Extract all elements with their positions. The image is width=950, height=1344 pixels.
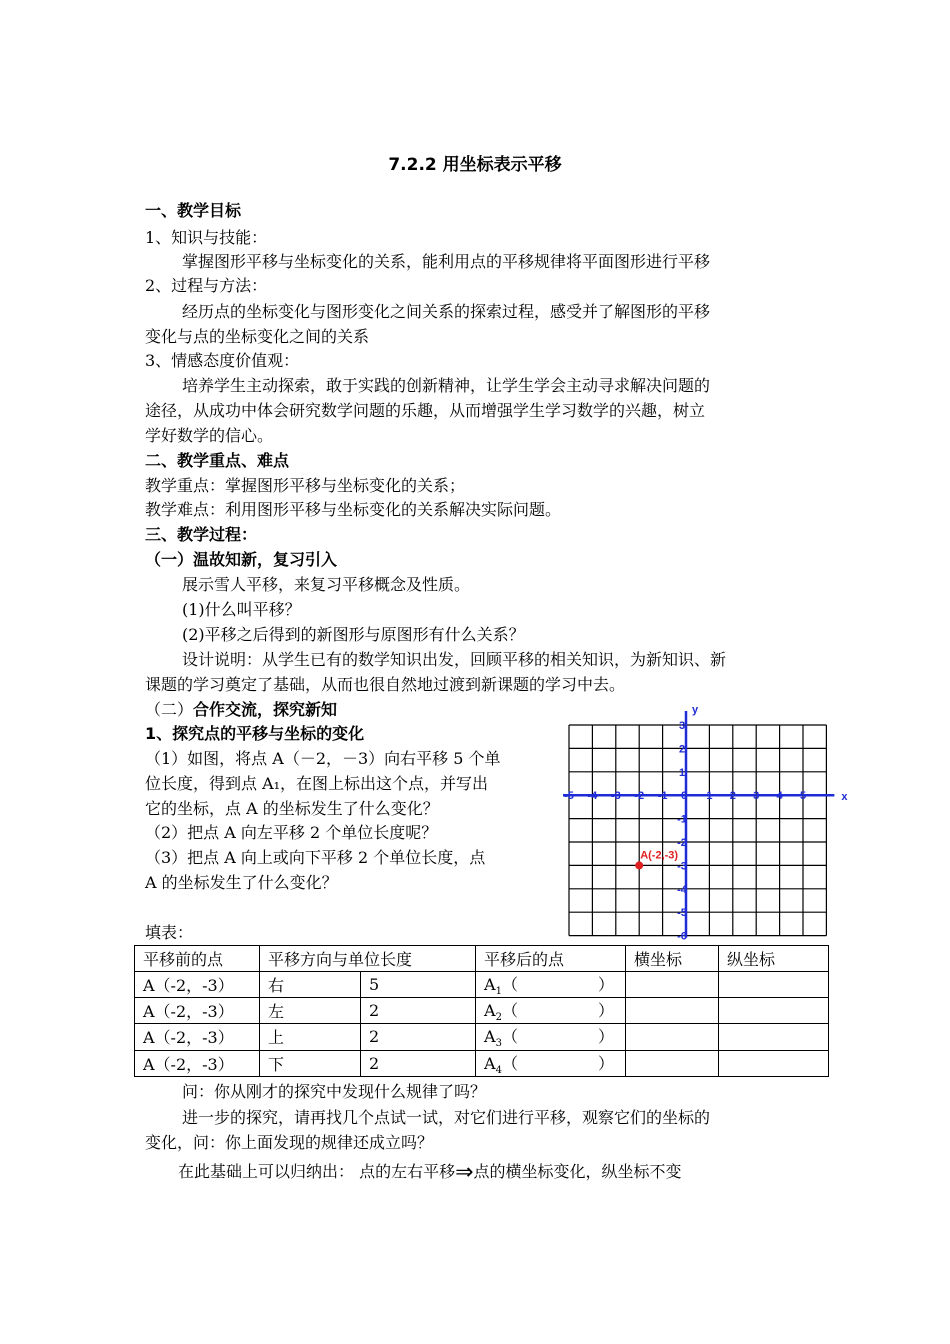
y-tick-label: -5 <box>677 907 687 920</box>
table-header: 横坐标 <box>626 946 719 972</box>
part-1-line: (1)什么叫平移？ <box>182 600 301 619</box>
y-tick-label: 2 <box>678 743 686 756</box>
part-1-line: 课题的学习奠定了基础，从而也很自然地过渡到新课题的学习中去。 <box>145 675 626 694</box>
section-2-heading: 二、教学重点、难点 <box>145 451 290 470</box>
cell-x-blank[interactable] <box>626 1050 719 1076</box>
page-title: 7.2.2 用坐标表示平移 <box>388 155 562 175</box>
translation-table <box>134 945 829 1077</box>
cell-length: 2 <box>361 1050 476 1076</box>
key-point: 教学重点：掌握图形平移与坐标变化的关系； <box>145 476 466 495</box>
question-line: （2）把点 A 向左平移 2 个单位长度呢？ <box>145 823 438 842</box>
item-1-label: 1、知识与技能： <box>145 228 268 247</box>
cell-after[interactable]: $A_2$（ ） <box>476 998 626 1024</box>
implies-arrow-icon: ⇒ <box>455 1160 474 1185</box>
y-tick-label: -1 <box>677 813 687 826</box>
conclusion-line <box>178 1160 682 1185</box>
cell-y-blank[interactable] <box>719 1024 829 1050</box>
question-line: 它的坐标，点 A 的坐标发生了什么变化？ <box>145 799 439 818</box>
y-tick-label: -6 <box>677 930 687 943</box>
x-tick-label: -3 <box>610 790 621 803</box>
x-tick-label: -2 <box>634 790 645 803</box>
table-row <box>135 1050 829 1076</box>
part-1-line: (2)平移之后得到的新图形与原图形有什么关系？ <box>182 625 525 644</box>
y-tick-label: 3 <box>678 720 686 732</box>
item-3-text: 培养学生主动探索，敢于实践的创新精神，让学生学会主动寻求解决问题的 <box>182 376 711 395</box>
cell-point: A（-2，-3） <box>135 1024 260 1050</box>
cell-direction: 下 <box>260 1050 361 1076</box>
section-1-heading: 一、教学目标 <box>145 201 242 220</box>
question-line: （1）如图，将点 A（－2，－3）向右平移 5 个单 <box>145 749 501 768</box>
x-tick-label: -5 <box>564 790 574 803</box>
table-header: 平移前的点 <box>135 946 260 972</box>
part-2-title: 合作交流，探究新知 <box>193 700 338 719</box>
table-header: 平移方向与单位长度 <box>260 946 476 972</box>
item-2-label: 2、过程与方法： <box>145 276 268 295</box>
part-1-heading: （一）温故知新，复习引入 <box>145 550 338 569</box>
cell-point: A（-2，-3） <box>135 972 260 998</box>
coordinate-grid <box>562 700 848 943</box>
y-tick-label: 1 <box>678 766 686 779</box>
table-header: 纵坐标 <box>719 946 829 972</box>
cell-x-blank[interactable] <box>626 998 719 1024</box>
x-tick-label: 5 <box>799 790 807 803</box>
cell-x-blank[interactable] <box>626 1024 719 1050</box>
table-row <box>135 972 829 998</box>
conclusion-text-b: 点的横坐标变化，纵坐标不变 <box>473 1162 682 1181</box>
y-tick-label: -4 <box>677 883 687 896</box>
cell-length: 2 <box>361 998 476 1024</box>
y-axis-label: y <box>691 704 699 716</box>
item-3-text-cont2: 学好数学的信心。 <box>145 426 274 445</box>
x-axis-label: x <box>841 791 848 804</box>
x-tick-label: 2 <box>729 790 736 803</box>
y-tick-label: -2 <box>677 837 687 849</box>
difficult-point: 教学难点：利用图形平移与坐标变化的关系解决实际问题。 <box>145 500 562 519</box>
item-1-text: 掌握图形平移与坐标变化的关系，能利用点的平移规律将平面图形进行平移 <box>182 252 711 271</box>
section-3-heading: 三、教学过程： <box>145 525 258 544</box>
fill-label: 填表： <box>145 923 194 942</box>
cell-after[interactable]: $A_4$（ ） <box>476 1050 626 1076</box>
cell-x-blank[interactable] <box>626 972 719 998</box>
cell-length: 2 <box>361 1024 476 1050</box>
cell-direction: 左 <box>260 998 361 1024</box>
cell-y-blank[interactable] <box>719 1050 829 1076</box>
conclusion-text-a: 在此基础上可以归纳出： 点的左右平移 <box>178 1162 456 1181</box>
x-tick-label: 0 <box>680 790 688 803</box>
sub-heading: 1、探究点的平移与坐标的变化 <box>145 724 365 743</box>
cell-y-blank[interactable] <box>719 972 829 998</box>
table-row <box>135 1024 829 1050</box>
question-line: （3）把点 A 向上或向下平移 2 个单位长度，点 <box>145 848 486 867</box>
table-row <box>135 998 829 1024</box>
part-1-line: 设计说明：从学生已有的数学知识出发，回顾平移的相关知识，为新知识、新 <box>182 650 727 669</box>
cell-y-blank[interactable] <box>719 998 829 1024</box>
cell-length: 5 <box>361 972 476 998</box>
x-tick-label: -4 <box>587 790 598 803</box>
item-2-text-cont: 变化与点的坐标变化之间的关系 <box>145 327 370 346</box>
cell-point: A（-2，-3） <box>135 1050 260 1076</box>
item-3-label: 3、情感态度价值观： <box>145 351 300 370</box>
part-2-prefix: （二） <box>145 700 194 719</box>
after-line: 进一步的探究，请再找几个点试一试，对它们进行平移，观察它们的坐标的 <box>182 1108 711 1127</box>
point-A <box>635 861 643 869</box>
part-2-heading <box>145 698 337 722</box>
x-tick-label: 4 <box>776 790 783 803</box>
table-header-row <box>135 946 829 972</box>
after-line: 变化，问：你上面发现的规律还成立吗？ <box>145 1133 434 1152</box>
cell-after[interactable]: $A_1$（ ） <box>476 972 626 998</box>
question-line: A 的坐标发生了什么变化？ <box>145 873 338 892</box>
y-tick-label: -3 <box>677 860 687 873</box>
item-3-text-cont: 途径，从成功中体会研究数学问题的乐趣，从而增强学生学习数学的兴趣，树立 <box>145 401 706 420</box>
x-tick-label: 3 <box>753 790 760 803</box>
table-header: 平移后的点 <box>476 946 626 972</box>
x-tick-label: 1 <box>706 790 713 803</box>
x-tick-label: -1 <box>657 790 668 803</box>
cell-direction: 上 <box>260 1024 361 1050</box>
point-label: A(-2,-3) <box>640 849 679 862</box>
after-line: 问：你从刚才的探究中发现什么规律了吗？ <box>182 1082 487 1101</box>
item-2-text: 经历点的坐标变化与图形变化之间关系的探索过程，感受并了解图形的平移 <box>182 302 711 321</box>
cell-point: A（-2，-3） <box>135 998 260 1024</box>
cell-direction: 右 <box>260 972 361 998</box>
cell-after[interactable]: $A_3$（ ） <box>476 1024 626 1050</box>
question-line: 位长度，得到点 A₁，在图上标出这个点，并写出 <box>145 774 489 793</box>
part-1-line: 展示雪人平移，来复习平移概念及性质。 <box>182 575 471 594</box>
